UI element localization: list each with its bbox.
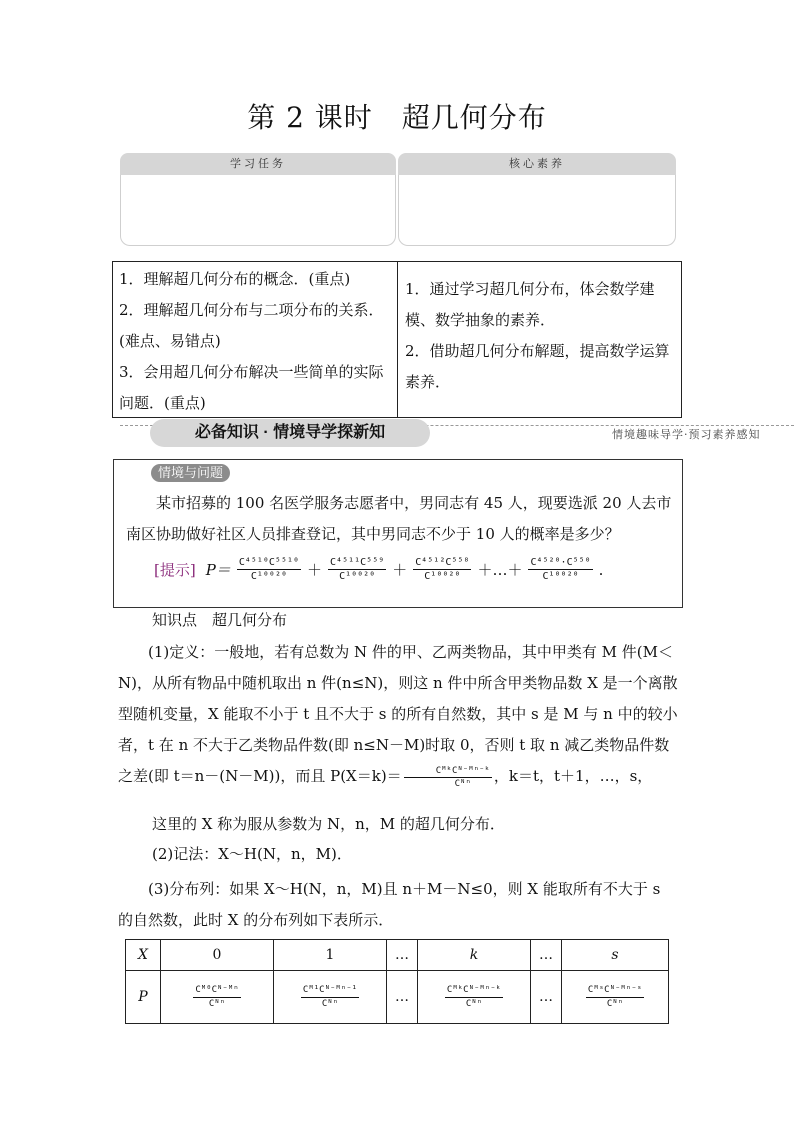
scenario-tag: 情境与问题	[151, 464, 230, 482]
table-cell: 0	[161, 940, 274, 971]
core-literacy-heading: 核心素养	[398, 153, 676, 175]
task-header-right	[398, 153, 676, 246]
probability-fraction: $\frac{\text{Cᴹ¹Cᴺ⁻ᴹⁿ⁻¹}}{\text{Cᴺⁿ}}$	[302, 984, 358, 1009]
hint-formula	[154, 556, 603, 583]
probability-fraction: $\frac{\text{CᴹᵏCᴺ⁻ᴹⁿ⁻ᵏ}}{\text{Cᴺⁿ}}$	[446, 984, 502, 1009]
hint-lhs: P＝	[205, 561, 231, 579]
table-cell: X	[126, 940, 161, 971]
plus-sign: ＋	[307, 561, 323, 579]
table-cell: P	[126, 971, 161, 1024]
core-literacy-list	[405, 262, 675, 417]
scenario-box	[113, 459, 683, 608]
learning-task-item: 1．理解超几何分布的概念．(重点)	[119, 270, 351, 288]
table-cell: s	[562, 940, 669, 971]
definition-paragraph	[118, 637, 678, 792]
learning-task-item: 2．理解超几何分布与二项分布的关系．(难点、易错点)	[119, 301, 384, 350]
parameter-note: 这里的 X 称为服从参数为 N，n，M 的超几何分布．	[152, 815, 505, 833]
page-title: 第 2 课时 超几何分布	[247, 101, 547, 134]
hint-fraction: $\frac{\text{C⁴⁵¹⁰C⁵⁵¹⁰}}{\text{C¹⁰⁰²⁰}}$	[238, 557, 300, 582]
scenario-text: 某市招募的 100 名医学服务志愿者中，男同志有 45 人，现要选派 20 人去市南区协助做好社区人员排查登记，其中男同志不少于 10 人的概率是多少？	[126, 494, 672, 543]
task-header	[120, 153, 676, 246]
table-row	[126, 971, 669, 1024]
table-row	[126, 940, 669, 971]
hint-label: [提示]	[154, 561, 196, 579]
probability-fraction: $\frac{\text{CᴹˢCᴺ⁻ᴹⁿ⁻ˢ}}{\text{Cᴺⁿ}}$	[587, 984, 643, 1009]
probability-fraction: $\frac{\text{Cᴹ⁰Cᴺ⁻ᴹⁿ}}{\text{Cᴺⁿ}}$	[195, 984, 239, 1009]
learning-tasks-list	[119, 262, 395, 417]
period: .	[598, 560, 604, 579]
definition-text-tail: ，k＝t，t＋1，…，s，	[493, 767, 653, 785]
table-cell	[418, 971, 531, 1024]
definition-text: (1)定义：一般地，若有总数为 N 件的甲、乙两类物品，其中甲类有 M 件(M＜N)，从所有物品中随机取出 n 件(n≤N)，则这 n 件中所含甲类物品数 X 是一个离散型随机变量，X 能取不小于 t 且不大于 s 的所有自然数，其中 s 是 M 与 n 中的较小者，t 在 n 不大于乙类物品件数(即 n≤N－M)时取 0，否则 t 取 n 减乙类物品件数之差(即 t＝n－(N－M))，而且 P(X＝k)＝	[118, 643, 678, 785]
task-header-box-right	[398, 175, 676, 246]
core-literacy-item: 1．通过学习超几何分布，体会数学建模、数学抽象的素养．	[405, 280, 655, 329]
distribution-table	[125, 939, 669, 1024]
table-cell: k	[418, 940, 531, 971]
table-cell: …	[531, 940, 562, 971]
hint-fraction: $\frac{\text{C⁴⁵²⁰·C⁵⁵⁰}}{\text{C¹⁰⁰²⁰}}$	[530, 557, 591, 582]
ellipsis: ＋…＋	[477, 561, 523, 579]
core-literacy-item: 2．借助超几何分布解题，提高数学运算素养．	[405, 342, 670, 391]
hint-fraction: $\frac{\text{C⁴⁵¹²C⁵⁵⁸}}{\text{C¹⁰⁰²⁰}}$	[415, 557, 470, 582]
hint-fraction: $\frac{\text{C⁴⁵¹¹C⁵⁵⁹}}{\text{C¹⁰⁰²⁰}}$	[330, 557, 385, 582]
table-cell	[161, 971, 274, 1024]
distribution-paragraph: (3)分布列：如果 X～H(N，n，M)且 n＋M－N≤0，则 X 能取所有不大于 s 的自然数，此时 X 的分布列如下表所示．	[118, 880, 661, 929]
learning-tasks-heading: 学习任务	[120, 153, 396, 175]
knowledge-point-title: 知识点 超几何分布	[152, 611, 288, 629]
probability-fraction: $\frac{\text{CᴹᵏCᴺ⁻ᴹⁿ⁻ᵏ}}{\text{Cᴺⁿ}}$	[404, 765, 492, 790]
table-cell: 1	[274, 940, 387, 971]
table-cell: …	[387, 940, 418, 971]
table-cell	[562, 971, 669, 1024]
task-header-box-left	[120, 175, 396, 246]
table-cell	[274, 971, 387, 1024]
tasks-table	[112, 261, 682, 418]
section-banner: 必备知识 · 情境导学探新知	[150, 419, 430, 447]
tasks-divider	[397, 262, 398, 417]
learning-task-item: 3．会用超几何分布解决一些简单的实际问题．(重点)	[119, 363, 384, 412]
notation-line: (2)记法：X～H(N，n，M)．	[152, 845, 352, 863]
plus-sign: ＋	[392, 561, 408, 579]
section-banner-subtitle: 情境趣味导学·预习素养感知	[612, 428, 761, 441]
task-header-left	[120, 153, 396, 246]
table-cell: …	[531, 971, 562, 1024]
table-cell: …	[387, 971, 418, 1024]
